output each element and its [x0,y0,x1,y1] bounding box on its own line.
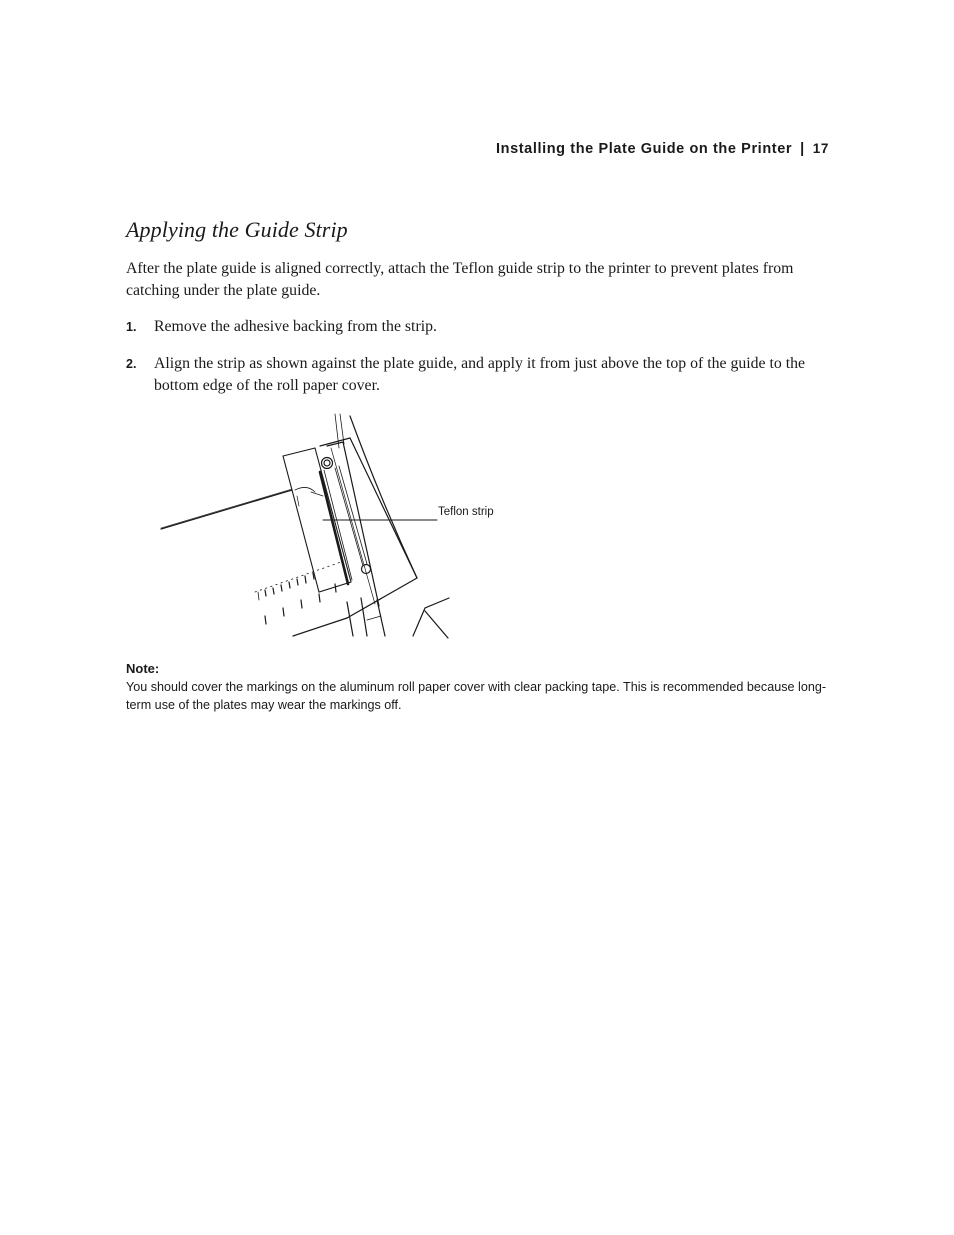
step-item [126,353,831,396]
running-header [496,141,829,157]
running-header-separator: | [800,141,805,157]
step-item [126,316,831,338]
running-header-title: Installing the Plate Guide on the Printer [496,141,793,157]
note-text: You should cover the markings on the aluminum roll paper cover with clear packing tape. This is recommended because long-term use of the plates may wear the markings off. [126,680,827,712]
note-label: Note: [126,661,160,676]
step-text: Remove the adhesive backing from the strip. [154,318,437,335]
teflon-strip-callout: Teflon strip [438,506,494,518]
plate-guide-illustration [155,408,515,640]
intro-paragraph: After the plate guide is aligned correctly, attach the Teflon guide strip to the printer to prevent plates from catching under the plate guide. [126,260,794,299]
page-number: 17 [812,141,829,156]
step-text: Align the strip as shown against the plate guide, and apply it from just above the top of the guide to the bottom edge of the roll paper cover. [154,355,806,394]
step-number: 1. [126,320,137,334]
step-number: 2. [126,357,137,371]
section-title: Applying the Guide Strip [126,217,348,242]
